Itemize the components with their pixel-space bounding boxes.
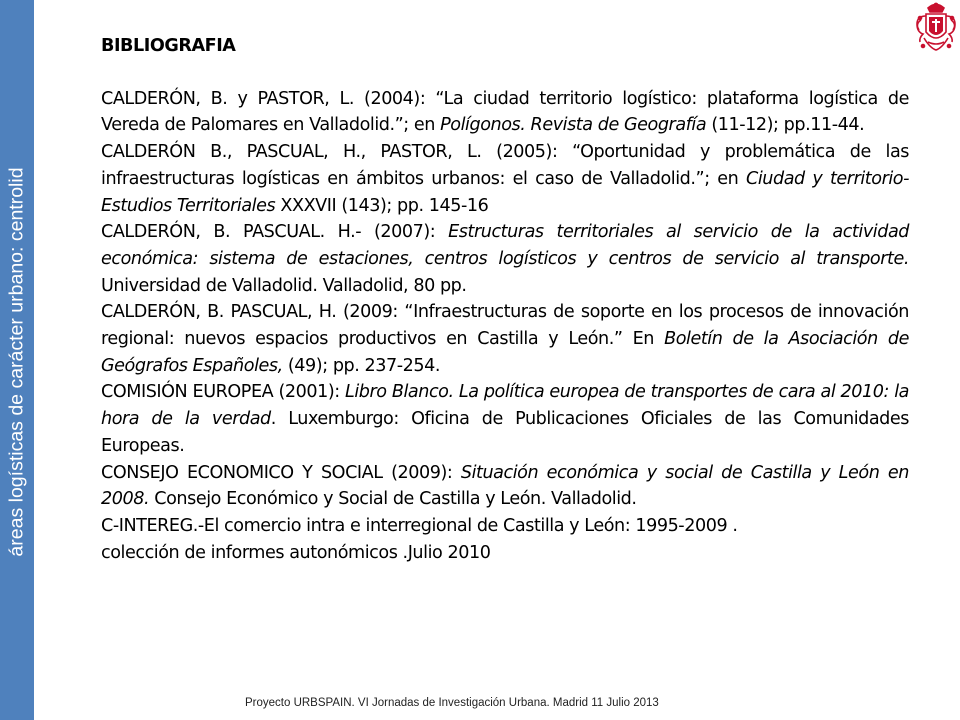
reference-list [101,86,909,567]
sidebar-title: áreas logísticas de carácter urbano: centrolid [5,167,28,557]
reference-item [101,219,909,299]
reference-text: (49); pp. 237-254. [282,355,441,376]
reference-item [101,540,909,567]
reference-text: CALDERÓN, B. PASCUAL. H.- (2007): [101,222,449,243]
reference-text: CALDERÓN, B. y PASTOR, L. (2004): “La ciudad territorio logístico: plataforma logística de Vereda de Palomares en Valladolid.”; en [101,88,909,136]
reference-title: Libro Blanco. La política europea de transportes de cara al 2010: la hora de la verdad [101,382,909,430]
reference-text: colección de informes autonómicos .Julio 2010 [101,542,491,563]
footer-text: Proyecto URBSPAIN. VI Jornadas de Investigación Urbana. Madrid 11 Julio 2013 [245,697,659,709]
reference-text: CONSEJO ECONOMICO Y SOCIAL (2009): [101,462,461,483]
reference-text: (11-12); pp.11-44. [706,115,865,136]
reference-text: CALDERÓN B., PASCUAL, H., PASTOR, L. (2005): “Oportunidad y problemática de las infraestructuras logísticas en ámbitos urbanos: el caso de Valladolid.”; en [101,142,909,189]
reference-item [101,139,909,219]
reference-text: XXXVII (143); pp. 145-16 [275,195,489,216]
university-coat-of-arms-icon [914,2,958,52]
sidebar [0,0,34,720]
reference-title: Boletín de la Asociación de Geógrafos Españoles, [101,329,909,376]
reference-text: Consejo Económico y Social de Castilla y León. Valladolid. [149,489,637,510]
reference-title: Ciudad y territorio-Estudios Territoriales [101,168,910,216]
reference-item [101,299,909,379]
reference-item [101,86,909,139]
reference-title: Situación económica y social de Castilla y León en 2008. [101,462,909,510]
reference-item [101,513,909,540]
reference-text: . Luxemburgo: Oficina de Publicaciones Oficiales de las Comunidades Europeas. [101,409,909,456]
bibliography [101,33,909,566]
reference-text: C-INTEREG.-El comercio intra e interregional de Castilla y León: 1995-2009 . [101,515,738,536]
reference-title: Estructuras territoriales al servicio de la actividad económica: sistema de estaciones, centros logísticos y centros de servicio al transporte. [101,222,909,269]
reference-item [101,379,909,459]
reference-text: Universidad de Valladolid. Valladolid, 80 pp. [101,275,467,296]
reference-item [101,460,909,513]
reference-text: COMISIÓN EUROPEA (2001): [101,382,345,403]
reference-title: Polígonos. Revista de Geografía [440,115,707,136]
page-title: BIBLIOGRAFIA [101,36,236,56]
reference-text: CALDERÓN, B. PASCUAL, H. (2009: “Infraestructuras de soporte en los procesos de innovación regional: nuevos espacios productivos en Castilla y León.” En [101,302,909,350]
